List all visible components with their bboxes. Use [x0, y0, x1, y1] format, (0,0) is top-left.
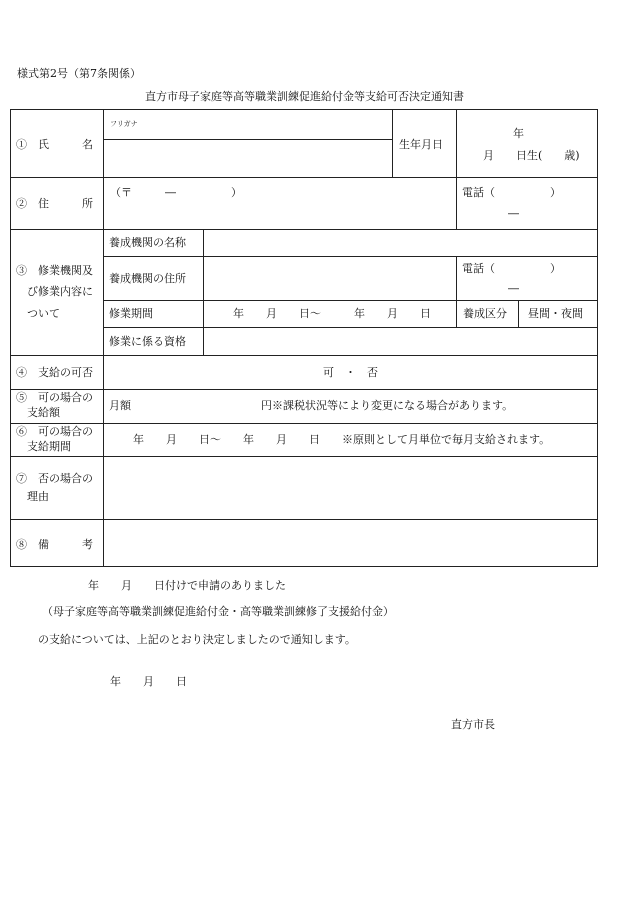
footer-issue-date: 年 月 日	[110, 675, 187, 688]
col-divider	[456, 177, 457, 229]
birth-month-day-age: 月 日生( 歳)	[483, 149, 580, 162]
label-column-divider	[103, 109, 104, 567]
amount-label-line2: 支給額	[27, 406, 60, 419]
row-divider	[10, 423, 598, 424]
training-label-line1: ③ 修業機関及	[16, 264, 93, 277]
birth-year: 年	[513, 127, 524, 140]
period-label: 修業期間	[109, 307, 153, 320]
reason-label-line2: 理由	[27, 490, 49, 503]
form-number: 様式第2号（第7条関係）	[17, 67, 141, 80]
approval-value: 可 ・ 否	[323, 366, 378, 379]
phone-label: 電話（ ）	[462, 186, 561, 199]
phone-dash: ―	[508, 207, 519, 220]
approval-label: ④ 支給の可否	[16, 366, 93, 379]
institution-name-label: 養成機関の名称	[109, 236, 186, 249]
qualification-label: 修業に係る資格	[109, 335, 186, 348]
row-divider	[10, 389, 598, 390]
monthly-label: 月額	[109, 399, 131, 412]
row-divider	[10, 229, 598, 230]
training-label-line3: ついて	[27, 307, 60, 320]
institution-phone-dash: ―	[508, 282, 519, 295]
amount-label-line1: ⑤ 可の場合の	[16, 391, 93, 404]
reason-label-line1: ⑦ 否の場合の	[16, 472, 93, 485]
payment-period-label-line1: ⑥ 可の場合の	[16, 425, 93, 438]
col-divider	[518, 300, 519, 327]
postal-code: （〒 ― ）	[110, 186, 242, 199]
sub-row-divider	[103, 300, 598, 301]
furigana-label: フリガナ	[110, 120, 138, 128]
footer-benefit-types: （母子家庭等高等職業訓練促進給付金・高等職業訓練修了支援給付金）	[42, 605, 394, 618]
col-divider	[456, 256, 457, 327]
col-divider	[203, 229, 204, 355]
name-label: ① 氏 名	[16, 138, 93, 151]
address-label: ② 住 所	[16, 197, 93, 210]
sub-row-divider	[103, 256, 598, 257]
institution-phone-label: 電話（ ）	[462, 262, 561, 275]
payment-period-label-line2: 支給期間	[27, 440, 71, 453]
payment-period-value: 年 月 日～ 年 月 日 ※原則として月単位で毎月支給されます。	[133, 433, 551, 446]
col-divider	[456, 109, 457, 177]
period-value: 年 月 日～ 年 月 日	[233, 307, 431, 320]
amount-note: 円※課税状況等により変更になる場合があります。	[261, 399, 514, 412]
category-label: 養成区分	[463, 307, 507, 320]
document-title: 直方市母子家庭等高等職業訓練促進給付金等支給可否決定通知書	[145, 90, 464, 103]
row-divider	[10, 519, 598, 520]
sub-row-divider	[103, 327, 598, 328]
footer-application-date: 年 月 日付けで申請のありました	[88, 579, 286, 592]
row-divider	[10, 355, 598, 356]
birthdate-label: 生年月日	[399, 138, 443, 151]
furigana-divider	[103, 139, 392, 140]
col-divider	[392, 109, 393, 177]
category-value: 昼間・夜間	[528, 307, 583, 320]
footer-notice-sentence: の支給については、上記のとおり決定しましたので通知します。	[38, 633, 356, 646]
remarks-label: ⑧ 備 考	[16, 538, 93, 551]
institution-address-label: 養成機関の住所	[109, 272, 186, 285]
row-divider	[10, 177, 598, 178]
training-label-line2: び修業内容に	[27, 285, 93, 298]
footer-signature: 直方市長	[451, 718, 495, 731]
row-divider	[10, 456, 598, 457]
